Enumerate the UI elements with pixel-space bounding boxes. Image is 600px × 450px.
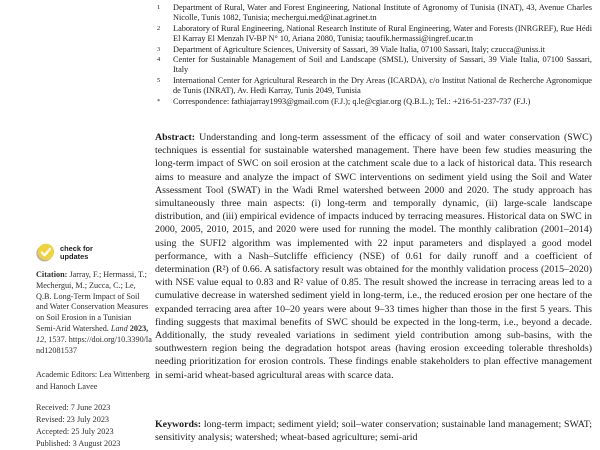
date-published: [36, 438, 152, 450]
date-published-value: 3 August 2023: [72, 438, 121, 448]
affiliation-item: [155, 24, 592, 45]
affiliation-text: Department of Rural, Water and Forest Engineering, National Institute of Agronomy of Tunisia (INAT), 43, Avenue Charles Nicolle, Tunis 1082, Tunisia; mechergui.med@inat.agrinet.tn: [173, 3, 592, 23]
affiliation-list: [155, 3, 592, 107]
academic-editors: [36, 369, 152, 394]
citation-volume: 12,: [36, 334, 47, 344]
badge-label: [60, 245, 93, 261]
correspondence-text: Correspondence: fathiajarray1993@gmail.com (F.J.); q.le@cgiar.org (Q.B.L.); Tel.: +216-51-237-737 (F.J.): [173, 96, 531, 106]
badge-line-2: updates: [60, 251, 89, 261]
article-history: [36, 402, 152, 450]
check-icon: [36, 243, 55, 262]
citation-pages: 1537.: [48, 334, 67, 344]
date-received-label: Received:: [36, 403, 69, 412]
citation-authors: Jarray, F.; Hermassi, T.; Mechergui, M.; Zucca, C.; Le, Q.B.: [36, 270, 147, 301]
academic-editors-names: Lea Wittenberg and Hanoch Lavee: [36, 370, 150, 392]
keywords-text: long-term impact; sediment yield; soil–water conservation; sustainable land management; SWAT; sensitivity analysis; watershed; wheat-based agriculture; semi-arid: [155, 419, 593, 444]
date-revised-value: 23 July 2023: [66, 414, 110, 424]
article-meta-sidebar: [36, 0, 152, 450]
abstract-text: Understanding and long-term assessment of the efficacy of soil and water conservation (SWC) techniques is essential for sustainable watershed management. There have been few studies measuring the long-term impact of SWC on soil erosion at the catchment scale due to a lack of historical data. This research aims to measure and analyze the impact of SWC interventions on sediment yield using the Soil and Water Assessment Tool (SWAT) in the Wadi Rmel watershed between 2000 and 2020. The study approach has simultaneously three main aspects: (i) long-term and temporally dynamic, (ii) large-scale landscape distribution, and (iii) empirical evidence of impacts induced by terracing measures. Historical data on SWC in 2000, 2005, 2010, 2015, and 2020 were used for running the model. The monthly calibration (2001–2014) using the SUFI2 algorithm was implemented with 22 input parameters and displayed a good model performance, with a Nash–Sutcliffe efficiency (NSE) of 0.61 for daily runoff and a coefficient of determination (R²) of 0.66. A satisfactory result was obtained for the monthly validation process (2015–2020) with NSE value equal to 0.83 and R² value of 0.85. The result showed the increase in terracing areas led to a cumulative decrease in watershed sediment yield in long-term, i.e., the reduced erosion per one hectare of the expanded terracing area after 10–20 years were about 9–33 times higher than those in the first 5 years. This finding suggests that maximal benefits of SWC should be expected in the long-term, i.e., beyond a decade. Additionally, the study revealed variations in sediment yield contribution among sub-basins, with the southwestern region being the degradation hotspot areas (having erosion exceeding tolerable thresholds) needing prioritization for erosion controls. These findings enable stakeholders to plan effective management in semi-arid wheat-based agricultural areas with scarce data.: [155, 132, 592, 381]
date-accepted-value: 25 July 2023: [71, 426, 114, 436]
citation-block: [36, 270, 152, 356]
keywords-label: Keywords:: [155, 419, 202, 430]
affiliation-item: [155, 76, 592, 97]
abstract-label: Abstract:: [155, 132, 196, 143]
correspondence-item: [155, 97, 592, 107]
article-front-matter: [155, 0, 592, 450]
affiliation-text: Laboratory of Rural Engineering, National Research Institute of Rural Engineering, Water and Forests (INRGREF), Rue Hédi El Karray El Menzah IV-BP N° 10, Ariana 2080, Tunisia; taoufik.hermassi@ingref.ucar.tn: [173, 23, 592, 44]
affiliation-marker: 4: [157, 56, 161, 64]
affiliation-text: International Center for Agricultural Research in the Dry Areas (ICARDA), c/o Institut National de Recherche Agronomique de Tunis (INRAT), Av. Hedi Karray, Tunis 2049, Tunisia: [173, 75, 592, 96]
check-for-updates-badge[interactable]: [36, 243, 93, 262]
keywords-paragraph: [155, 418, 592, 444]
affiliation-marker: 2: [157, 24, 161, 32]
abstract-paragraph: [155, 131, 592, 382]
affiliation-item: [155, 3, 592, 24]
date-revised: [36, 414, 152, 426]
affiliation-text: Center for Sustainable Management of Soil and Landscape (SMSL), University of Sassari, 39 Viale Italia, 07100 Sassari, Italy: [173, 55, 592, 75]
affiliation-marker: 3: [157, 45, 161, 53]
date-received-value: 7 June 2023: [70, 403, 111, 412]
date-revised-label: Revised:: [36, 414, 65, 424]
academic-editors-label: Academic Editors:: [36, 370, 98, 379]
date-published-label: Published:: [36, 438, 71, 448]
affiliation-item: [155, 55, 592, 76]
citation-label: Citation:: [36, 270, 68, 279]
date-accepted-label: Accepted:: [36, 426, 70, 436]
date-accepted: [36, 426, 152, 438]
citation-year: 2023,: [129, 323, 149, 333]
affiliation-marker: 1: [157, 4, 161, 11]
citation-title: Long-Term Impact of Soil and Water Conservation Measures on Soil Erosion in a Tunisian Semi-Arid Watershed.: [36, 291, 149, 333]
date-received: [36, 402, 152, 414]
affiliation-item: [155, 45, 592, 55]
citation-journal: Land: [110, 323, 128, 333]
affiliation-marker: 5: [157, 76, 161, 84]
affiliation-text: Department of Agriculture Sciences, University of Sassari, 39 Viale Italia, 07100 Sassari, Italy; czucca@uniss.it: [173, 44, 545, 54]
correspondence-marker: *: [157, 97, 161, 105]
doi-link[interactable]: https://doi.org/10.3390/land12081537: [36, 334, 152, 355]
badge-line-1: check for: [60, 243, 93, 253]
